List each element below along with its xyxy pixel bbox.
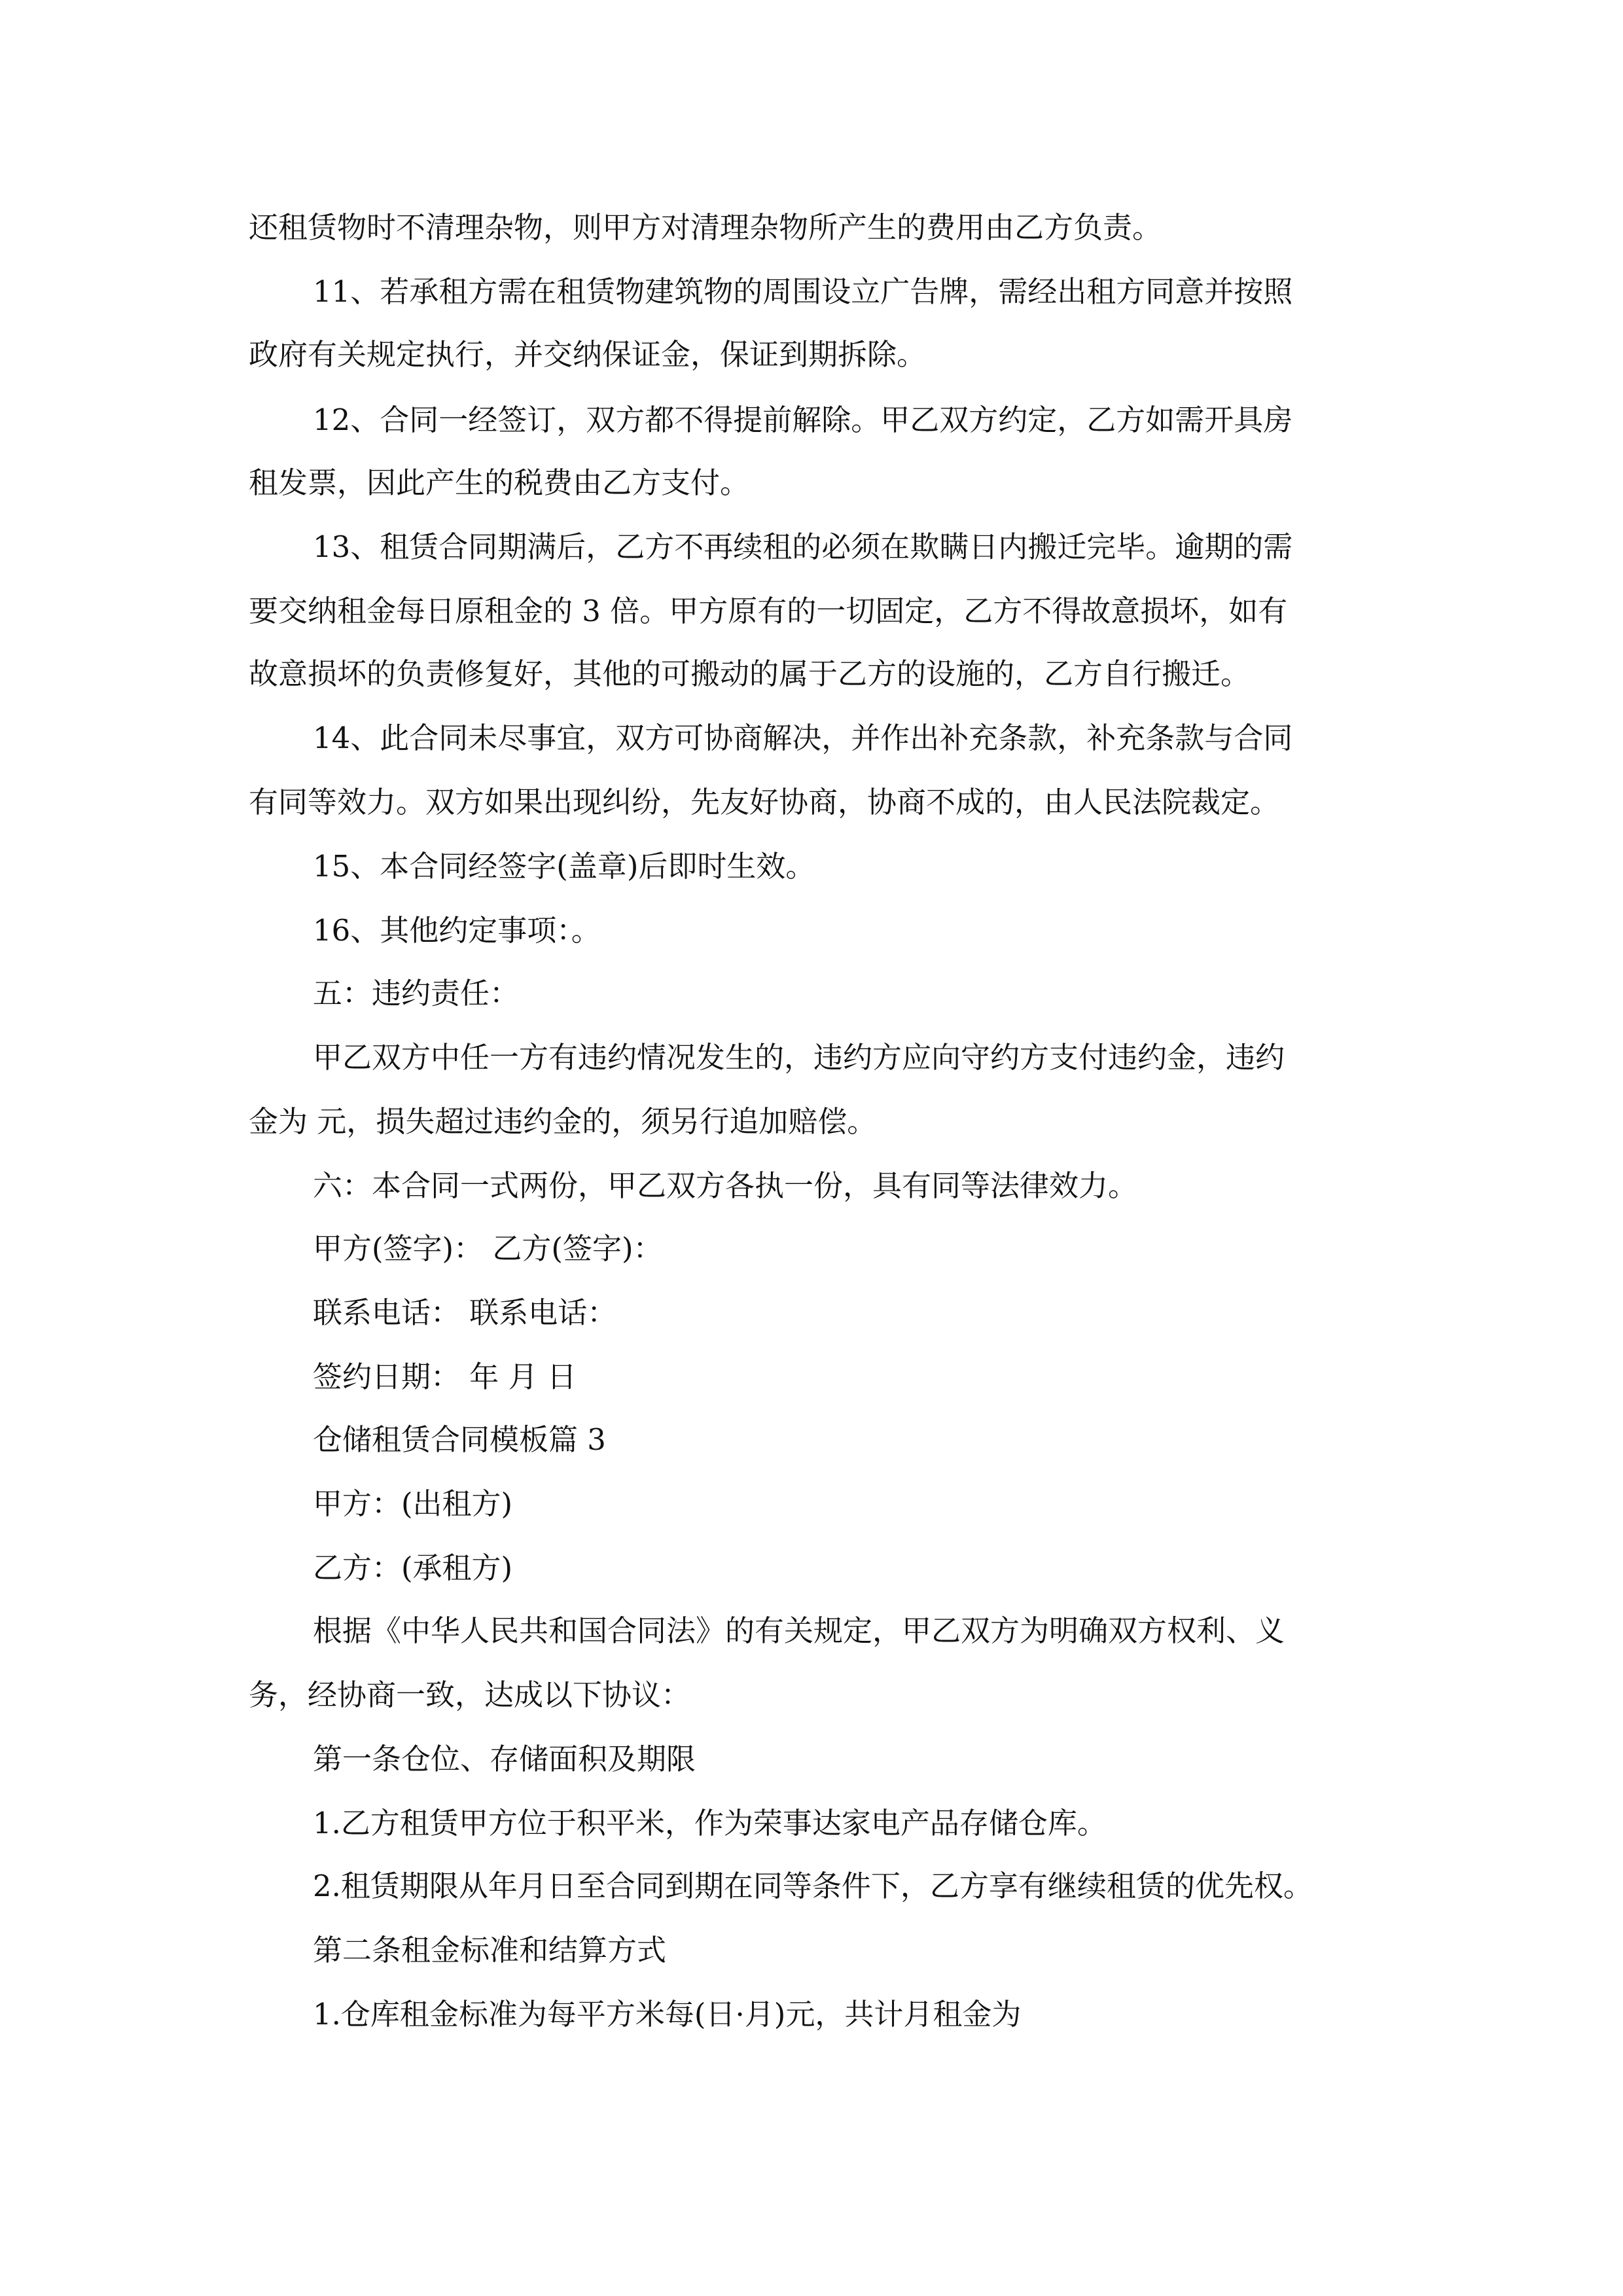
text-line: 甲方(签字)： 乙方(签字)：: [313, 1231, 663, 1266]
text-line: 有同等效力。双方如果出现纠纷，先友好协商，协商不成的，由人民法院裁定。: [249, 785, 1280, 819]
text-line: 联系电话： 联系电话：: [313, 1295, 617, 1330]
text-line: 签约日期： 年 月 日: [313, 1359, 577, 1394]
text-line: 还租赁物时不清理杂物，则甲方对清理杂物所产生的费用由乙方负责。: [249, 210, 1162, 245]
text-line: 要交纳租金每日原租金的 3 倍。甲方原有的一切固定，乙方不得故意损坏，如有: [249, 594, 1288, 628]
text-line: 1.乙方租赁甲方位于积平米，作为荣事达家电产品存储仓库。: [313, 1806, 1107, 1840]
section-heading: 仓储租赁合同模板篇 3: [313, 1422, 606, 1457]
text-line: 第二条租金标准和结算方式: [313, 1933, 667, 1967]
text-line: 12、合同一经签订，双方都不得提前解除。甲乙双方约定，乙方如需开具房: [313, 403, 1293, 437]
text-line: 14、此合同未尽事宜，双方可协商解决，并作出补充条款，补充条款与合同: [313, 721, 1293, 755]
text-line: 甲乙双方中任一方有违约情况发生的，违约方应向守约方支付违约金，违约: [313, 1040, 1285, 1075]
text-line: 15、本合同经签字(盖章)后即时生效。: [313, 849, 815, 884]
text-line: 2.租赁期限从年月日至合同到期在同等条件下，乙方享有继续租赁的优先权。: [313, 1869, 1313, 1903]
text-line: 第一条仓位、存储面积及期限: [313, 1742, 696, 1776]
text-line: 13、租赁合同期满后，乙方不再续租的必须在欺瞒日内搬迁完毕。逾期的需: [313, 529, 1293, 564]
text-line: 1.仓库租金标准为每平方米每(日·月)元，共计月租金为: [313, 1997, 1022, 2032]
text-line: 政府有关规定执行，并交纳保证金，保证到期拆除。: [249, 337, 927, 372]
text-line: 五：违约责任：: [313, 976, 520, 1011]
text-line: 甲方：(出租方): [313, 1486, 513, 1521]
text-line: 根据《中华人民共和国合同法》的有关规定，甲乙双方为明确双方权利、义: [313, 1613, 1285, 1648]
text-line: 金为 元，损失超过违约金的，须另行追加赔偿。: [249, 1104, 877, 1139]
text-line: 故意损坏的负责修复好，其他的可搬动的属于乙方的设施的，乙方自行搬迁。: [249, 656, 1251, 691]
text-line: 租发票，因此产生的税费由乙方支付。: [249, 465, 750, 500]
text-line: 六：本合同一式两份，甲乙双方各执一份，具有同等法律效力。: [313, 1168, 1138, 1203]
text-line: 11、若承租方需在租赁物建筑物的周围设立广告牌，需经出租方同意并按照: [313, 274, 1293, 309]
text-line: 16、其他约定事项：。: [313, 913, 601, 948]
text-line: 乙方：(承租方): [313, 1551, 513, 1585]
text-line: 务，经协商一致，达成以下协议：: [249, 1677, 691, 1712]
